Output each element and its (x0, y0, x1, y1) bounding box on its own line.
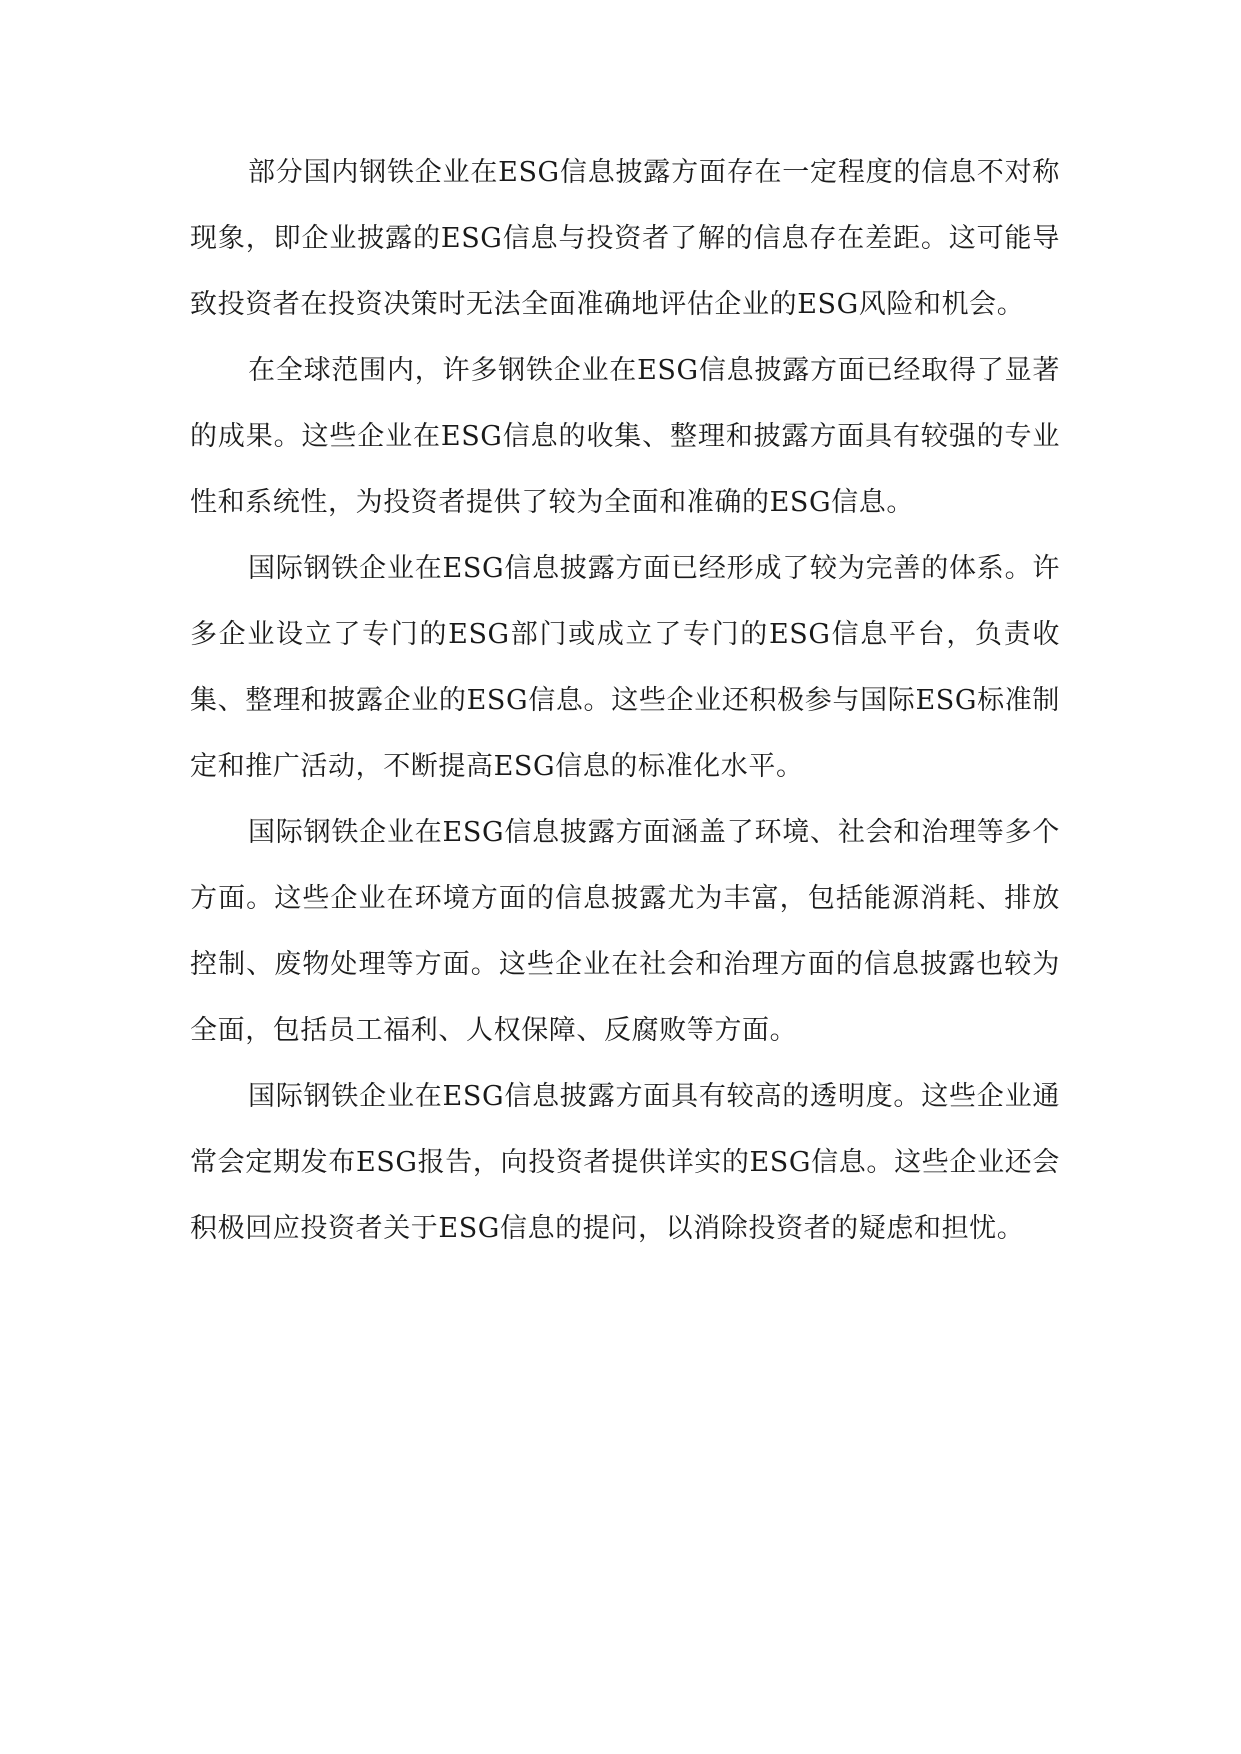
paragraph: 部分国内钢铁企业在ESG信息披露方面存在一定程度的信息不对称现象，即企业披露的ESG信息与投资者了解的信息存在差距。这可能导致投资者在投资决策时无法全面准确地评估企业的ESG风险和机会。 (190, 157, 1060, 320)
document-body (190, 140, 1060, 1262)
paragraph: 在全球范围内，许多钢铁企业在ESG信息披露方面已经取得了显著的成果。这些企业在ESG信息的收集、整理和披露方面具有较强的专业性和系统性，为投资者提供了较为全面和准确的ESG信息。 (190, 355, 1060, 518)
paragraph: 国际钢铁企业在ESG信息披露方面涵盖了环境、社会和治理等多个方面。这些企业在环境方面的信息披露尤为丰富，包括能源消耗、排放控制、废物处理等方面。这些企业在社会和治理方面的信息披露也较为全面，包括员工福利、人权保障、反腐败等方面。 (190, 817, 1060, 1046)
paragraph: 国际钢铁企业在ESG信息披露方面已经形成了较为完善的体系。许多企业设立了专门的ESG部门或成立了专门的ESG信息平台，负责收集、整理和披露企业的ESG信息。这些企业还积极参与国际ESG标准制定和推广活动，不断提高ESG信息的标准化水平。 (190, 553, 1060, 782)
paragraph: 国际钢铁企业在ESG信息披露方面具有较高的透明度。这些企业通常会定期发布ESG报告，向投资者提供详实的ESG信息。这些企业还会积极回应投资者关于ESG信息的提问，以消除投资者的疑虑和担忧。 (190, 1081, 1060, 1244)
